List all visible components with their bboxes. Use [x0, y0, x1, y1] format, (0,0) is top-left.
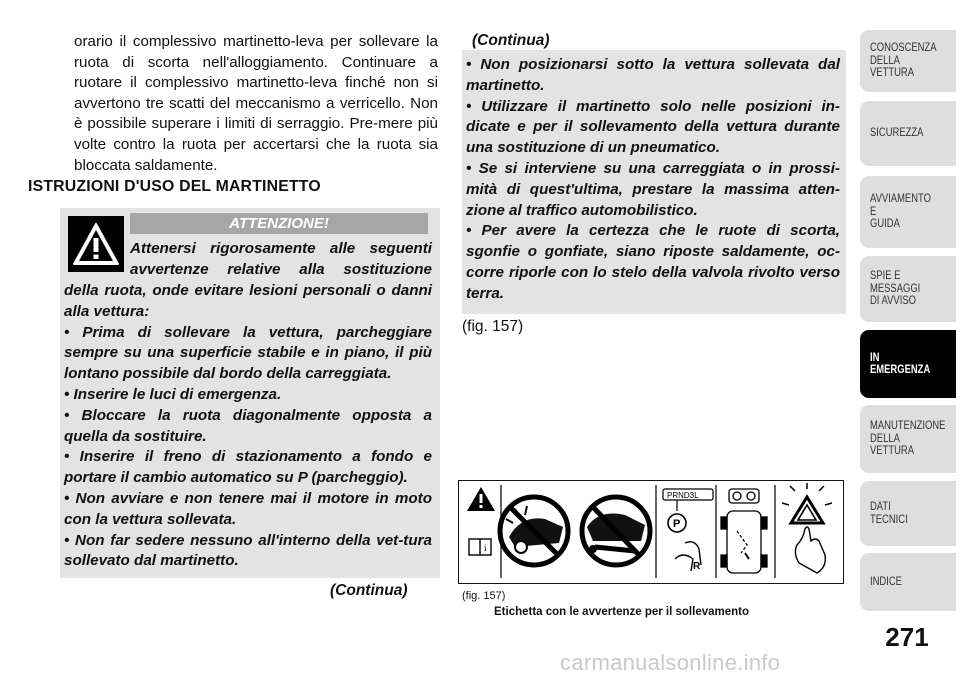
page-number: 271 — [885, 622, 929, 652]
warning-bullet: • Per avere la certezza che le ruote di scorta, sgonfie o gonfiate, siano riposte saldamente, oc-corre riporle con lo stelo della valvola rivolto verso terra. — [466, 222, 840, 302]
warning-body — [64, 281, 432, 572]
section-heading: ISTRUZIONI D'USO DEL MARTINETTO — [28, 178, 321, 195]
park-letter: P — [673, 518, 681, 530]
hazard-lights-button-icon — [782, 483, 832, 573]
lifting-warning-label-figure — [458, 480, 844, 584]
warning-bullet: • Non far sedere nessuno all'interno della vet-tura sollevato dal martinetto. — [64, 531, 432, 570]
figure-caption-number: (fig. 157) — [462, 590, 506, 602]
warning-bullet: • Inserire le luci di emergenza. — [64, 385, 282, 403]
warning-bullet: • Bloccare la ruota diagonalmente opposta a quella da sostituire. — [64, 406, 432, 445]
reverse-letter: R — [693, 561, 701, 572]
continued-header: (Continua) — [472, 32, 550, 49]
warning-bullet: • Non avviare e non tenere mai il motore in moto con la vettura sollevata. — [64, 489, 432, 528]
tab-manutenzione-della-vettura[interactable]: MANUTENZIONE DELLA VETTURA — [860, 405, 956, 473]
gear-label: PRND3L — [667, 491, 699, 500]
no-person-under-car-icon — [500, 497, 568, 565]
svg-text:i: i — [484, 543, 487, 553]
watermark: carmanualsonline.info — [560, 650, 781, 675]
tab-sicurezza[interactable]: SICUREZZA — [860, 101, 956, 166]
warning-title: ATTENZIONE! — [229, 215, 329, 232]
warning-bullet: • Utilizzare il martinetto solo nelle posizioni in-dicate e per il sollevamento della vettura durante una sostituzione di un pneumatico. — [466, 97, 840, 157]
warning-bullet: • Prima di sollevare la vettura, parcheggiare sempre su una superficie stabile e in piano, il più lontano possibile dal bordo della carreggiata. — [64, 323, 432, 383]
warning-triangle-icon — [68, 216, 124, 272]
warning-body-continued — [466, 55, 840, 305]
warning-bullet: • Inserire il freno di stazionamento a fondo e portare il cambio automatico su P (parcheggio). — [64, 448, 432, 487]
intro-paragraph: orario il complessivo martinetto-leva per sollevare la ruota di scorta nell'alloggiamento. Continuare a ruotare il complessivo martinetto-leva finché non si avvertono tre scatti del meccanismo a verricello. Non è possibile superare i limiti di serraggio. Pre-mere più volte contro la ruota per accertarsi che la ruota sia bloccata saldamente. — [74, 33, 438, 174]
warning-bullet: • Non posizionarsi sotto la vettura sollevata dal martinetto. — [466, 56, 840, 94]
tab-dati-tecnici[interactable]: DATI TECNICI — [860, 481, 956, 546]
jack-position-diagram-icon — [721, 489, 767, 573]
tab-in-emergenza[interactable]: IN EMERGENZA — [860, 330, 956, 398]
tab-indice[interactable]: INDICE — [860, 553, 956, 611]
warning-lead-line: Attenersi rigorosamente alle seguenti — [130, 240, 432, 257]
figure-caption: Etichetta con le avvertenze per il sollevamento — [494, 606, 750, 618]
tab-conoscenza-della-vettura[interactable]: CONOSCENZA DELLA VETTURA — [860, 30, 956, 92]
tab-spie-e-messaggi-di-avviso[interactable]: SPIE E MESSAGGI DI AVVISO — [860, 256, 956, 322]
continued-label: (Continua) — [330, 582, 408, 599]
manual-book-icon — [469, 539, 491, 555]
tab-avviamento-e-guida[interactable]: AVVIAMENTO E GUIDA — [860, 176, 956, 248]
warning-bullet: • Se si interviene su una carreggiata o in prossi-mità di quest'ultima, prestare la massima atten-zione al traffico automobilistico. — [466, 159, 840, 219]
warning-lead-line: avvertenze relative alla sostituzione — [130, 261, 432, 278]
figure-reference: (fig. 157) — [462, 318, 524, 335]
no-crawling-under-car-icon — [582, 497, 650, 565]
gear-selector-park-icon — [663, 489, 713, 572]
warning-lead-rest: della ruota, onde evitare lesioni personali o danni alla vettura: — [64, 282, 432, 320]
warning-triangle-icon — [467, 487, 495, 511]
